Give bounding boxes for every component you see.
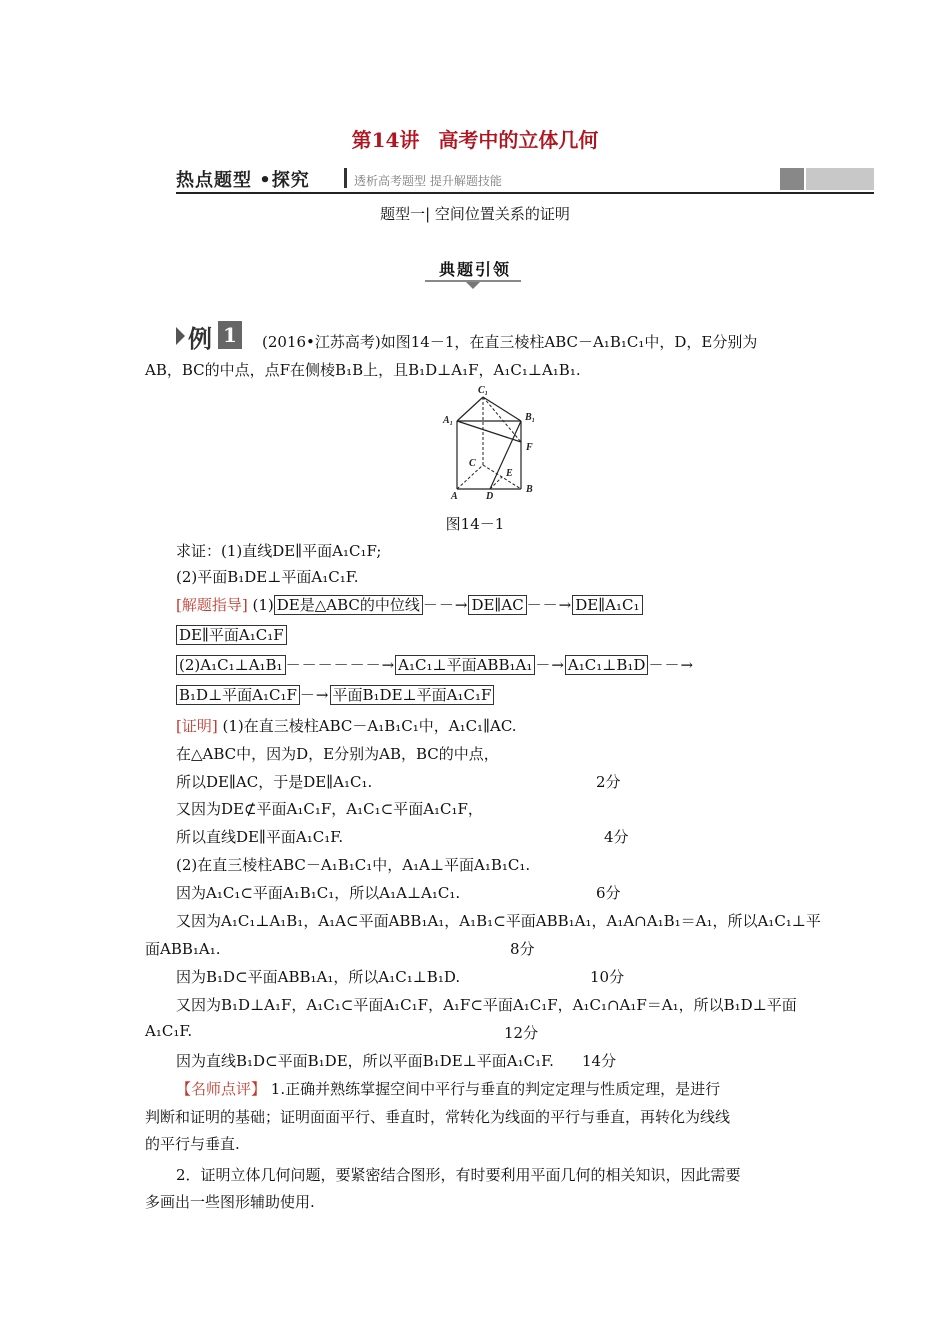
proof-score-9: 10分	[590, 968, 625, 986]
banner-subtitle: 透析高考题型 提升解题技能	[354, 174, 502, 188]
banner-divider	[344, 168, 347, 188]
segment-A1-F	[457, 421, 521, 442]
label-B1: B₁	[525, 412, 536, 423]
triangle-icon	[176, 327, 185, 345]
banner-block-dark	[780, 168, 804, 190]
guide-r1-box1: DE是△ABC的中位线	[274, 595, 423, 615]
example-number: 1	[218, 321, 242, 349]
label-C: C	[469, 458, 476, 469]
comment-p2b: 多画出一些图形辅助使用.	[145, 1193, 315, 1211]
segment-D-E	[490, 477, 502, 489]
proof-text-11: A₁C₁F.	[145, 1022, 193, 1040]
label-A1: A₁	[443, 415, 454, 426]
guide-r3-arrow2: －→	[535, 656, 565, 674]
proof-text-3: 又因为DE⊄平面A₁C₁F，A₁C₁⊂平面A₁C₁F，	[176, 800, 483, 818]
guide-label: [解题指导]	[176, 596, 248, 614]
proof-line-0	[176, 715, 517, 736]
example-tag	[176, 321, 244, 351]
proof-score-6: 6分	[596, 884, 621, 902]
topic-heading: 题型一| 空间位置关系的证明	[380, 205, 570, 223]
example-text-line1: (2016•江苏高考)如图14－1，在直三棱柱ABC－A₁B₁C₁中，D，E分别为	[262, 333, 758, 351]
page-title	[0, 124, 950, 153]
proof-score-2: 2分	[596, 773, 621, 791]
proof-score-8: 8分	[510, 940, 535, 958]
prove-intro: 求证：(1)直线DE∥平面A₁C₁F;	[176, 542, 382, 560]
label-B: B	[526, 484, 533, 495]
proof-text-0: (1)在直三棱柱ABC－A₁B₁C₁中，A₁C₁∥AC.	[222, 717, 517, 735]
lecture-number: 第14讲	[351, 128, 420, 152]
banner-block-light	[806, 168, 874, 190]
guide-r1-arrow2: －－→	[526, 596, 573, 614]
figure-caption: 图14－1	[445, 515, 505, 533]
proof-text-6: 因为A₁C₁⊂平面A₁B₁C₁，所以A₁A⊥A₁C₁.	[176, 884, 461, 902]
proof-score-12: 14分	[582, 1052, 617, 1070]
label-F: F	[526, 442, 533, 453]
proof-text-1: 在△ABC中，因为D，E分别为AB，BC的中点，	[176, 745, 499, 763]
comment-label: 【名师点评】	[176, 1080, 267, 1098]
edge-C1-B1	[483, 397, 521, 421]
section-banner	[176, 166, 874, 194]
proof-label: [证明]	[176, 717, 218, 735]
proof-score-11: 12分	[504, 1024, 539, 1042]
guide-r4-box1: B₁D⊥平面A₁C₁F	[176, 685, 300, 705]
example-label: 例	[188, 324, 212, 353]
prism-figure	[440, 384, 540, 504]
guide-row4	[176, 684, 494, 705]
down-arrow-icon	[466, 282, 480, 289]
lecture-name: 高考中的立体几何	[438, 128, 599, 152]
guide-row1	[176, 594, 643, 615]
proof-text-8: 面ABB₁A₁.	[145, 940, 221, 958]
comment-p1c: 的平行与垂直.	[145, 1135, 240, 1153]
guide-r3-box3: A₁C₁⊥B₁D	[565, 655, 649, 675]
comment-p1b: 判断和证明的基础；证明面面平行、垂直时，常转化为线面的平行与垂直，再转化为线线	[145, 1108, 731, 1126]
comment-p1a: 1.正确并熟练掌握空间中平行与垂直的判定定理与性质定理，是进行	[270, 1080, 721, 1098]
guide-r3-box2: A₁C₁⊥平面ABB₁A₁	[395, 655, 535, 675]
guide-row3	[176, 654, 694, 675]
guide-r4-box2: 平面B₁DE⊥平面A₁C₁F	[330, 685, 495, 705]
example-text-line2: AB，BC的中点，点F在侧棱B₁B上，且B₁D⊥A₁F，A₁C₁⊥A₁B₁.	[145, 361, 581, 379]
guide-row2	[176, 624, 287, 645]
edge-A1-C1	[457, 397, 483, 421]
guide-r4-arrow1: －→	[299, 686, 330, 704]
comment-p2a: 2．证明立体几何问题，要紧密结合图形，有时要利用平面几何的相关知识，因此需要	[176, 1166, 741, 1184]
guide-r3-box1: (2)A₁C₁⊥A₁B₁	[176, 655, 286, 675]
guide-r3-arrow3: －－→	[648, 656, 695, 674]
guide-r1-arrow1: －－→	[422, 596, 469, 614]
guide-r2-box1: DE∥平面A₁C₁F	[176, 625, 287, 645]
guide-r1-box3: DE∥A₁C₁	[572, 595, 642, 615]
label-E: E	[506, 468, 513, 479]
proof-text-5: (2)在直三棱柱ABC－A₁B₁C₁中，A₁A⊥平面A₁B₁C₁.	[176, 856, 531, 874]
banner-title: 热点题型 •探究	[176, 170, 310, 191]
proof-text-9: 因为B₁D⊂平面ABB₁A₁，所以A₁C₁⊥B₁D.	[176, 968, 461, 986]
banner-rule	[176, 192, 874, 194]
proof-text-12: 因为直线B₁D⊂平面B₁DE，所以平面B₁DE⊥平面A₁C₁F.	[176, 1052, 554, 1070]
guide-r1-box2: DE∥AC	[468, 595, 526, 615]
proof-text-10: 又因为B₁D⊥A₁F，A₁C₁⊂平面A₁C₁F，A₁F⊂平面A₁C₁F，A₁C₁∩A₁F＝A₁，所以B₁D⊥平面	[176, 996, 797, 1014]
label-C1: C₁	[478, 385, 489, 396]
proof-text-4: 所以直线DE∥平面A₁C₁F.	[176, 828, 344, 846]
section-label: 典题引领	[438, 260, 511, 279]
label-A: A	[451, 491, 458, 502]
guide-r3-arrow1: －－－－－－→	[285, 656, 396, 674]
proof-text-7: 又因为A₁C₁⊥A₁B₁，A₁A⊂平面ABB₁A₁，A₁B₁⊂平面ABB₁A₁，A₁A∩A₁B₁＝A₁，所以A₁C₁⊥平	[176, 912, 821, 930]
guide-r1-prefix: (1)	[252, 596, 274, 614]
proof-text-2: 所以DE∥AC，于是DE∥A₁C₁.	[176, 773, 373, 791]
comment-line1	[176, 1078, 720, 1099]
proof-score-4: 4分	[604, 828, 629, 846]
prove-part2: (2)平面B₁DE⊥平面A₁C₁F.	[176, 568, 359, 586]
label-D: D	[486, 491, 494, 502]
